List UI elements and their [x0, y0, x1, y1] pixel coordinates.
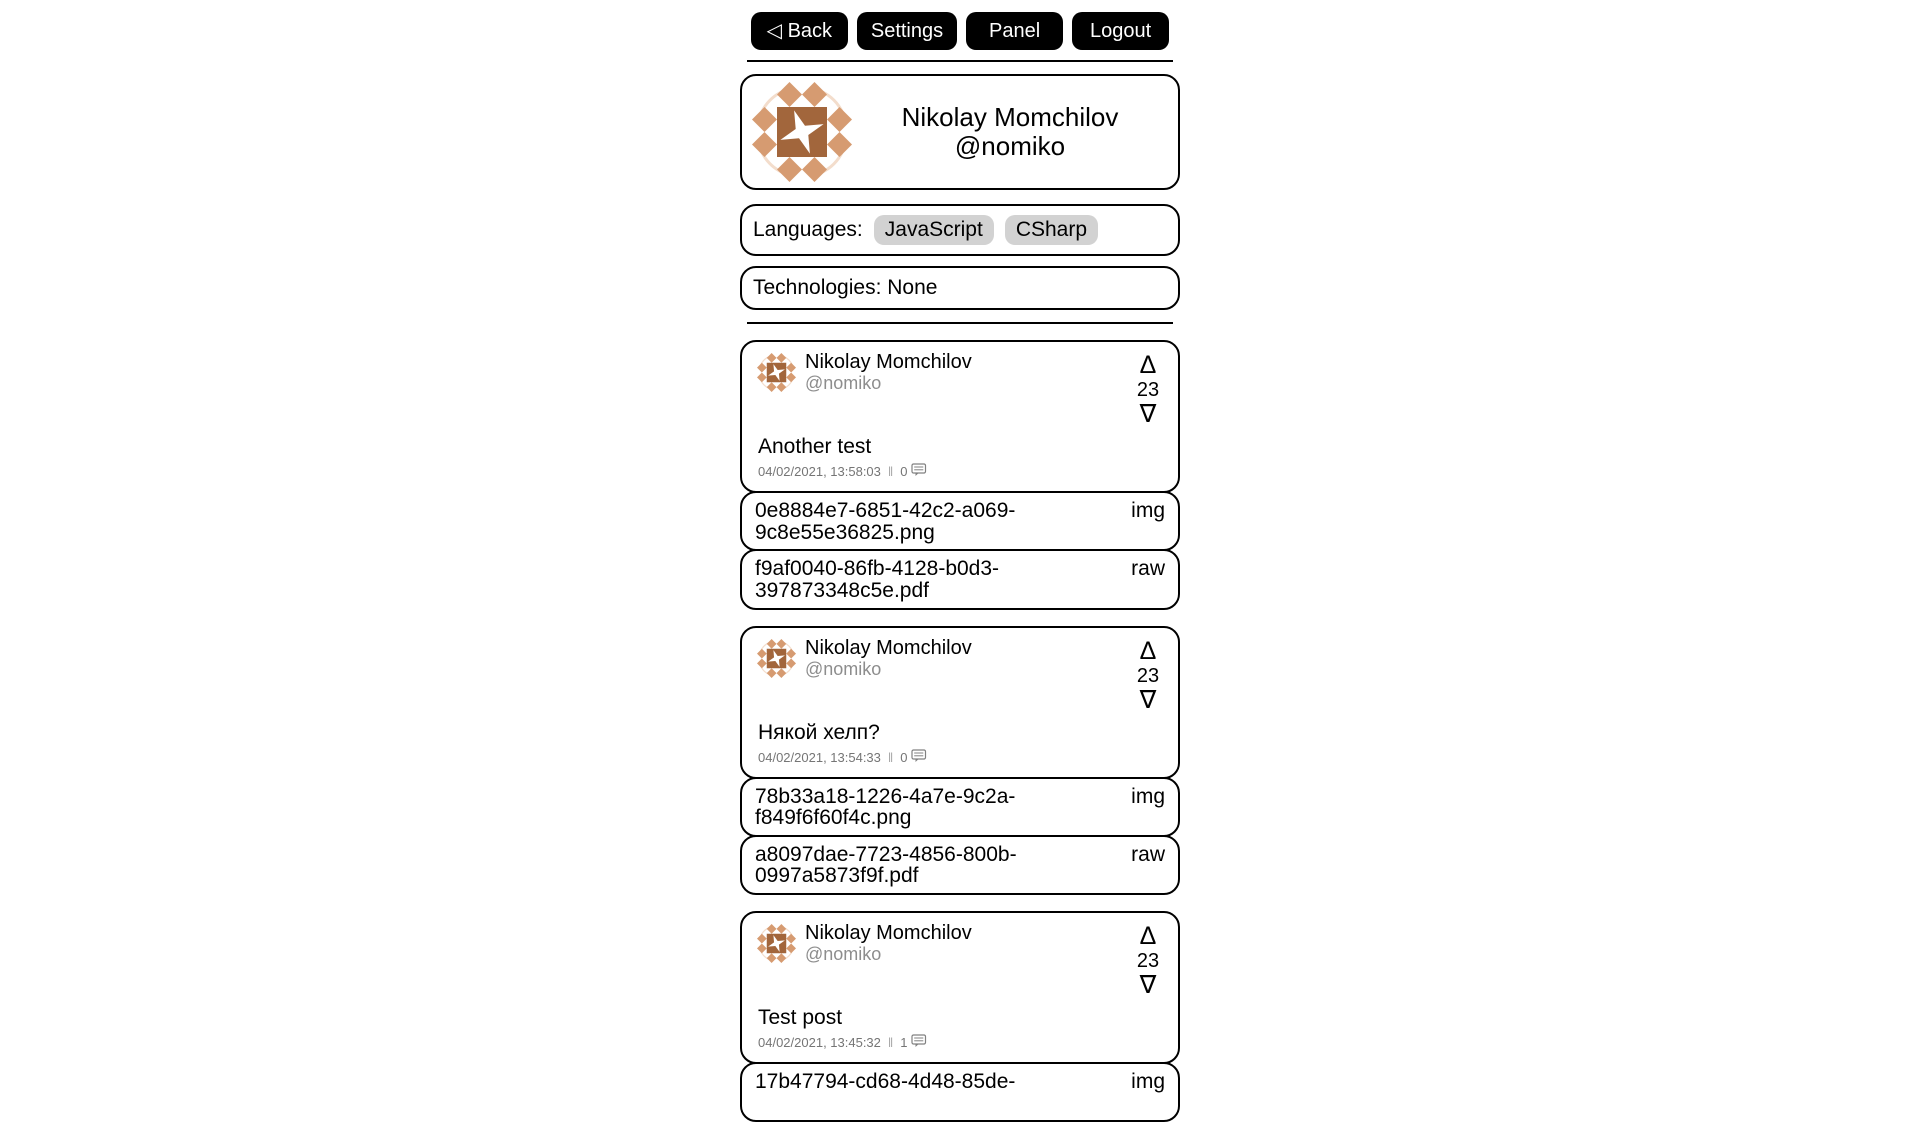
post-meta	[758, 749, 1166, 766]
upvote-button[interactable]: Δ	[1139, 922, 1157, 950]
comment-icon-slot	[911, 1034, 927, 1051]
attachment-name-line: f849f6f60f4c.png	[755, 806, 912, 830]
vote-column	[1130, 922, 1166, 998]
profile-name: Nikolay Momchilov	[901, 102, 1119, 133]
attachment-name	[755, 786, 1123, 829]
vote-column	[1130, 637, 1166, 713]
profile-avatar	[752, 82, 852, 182]
post-avatar	[757, 639, 796, 678]
post-title: Another test	[758, 435, 872, 458]
upvote-button[interactable]: Δ	[1139, 351, 1157, 379]
technologies-label: Technologies: None	[753, 276, 938, 299]
language-badge: JavaScript	[874, 215, 994, 245]
post-group	[740, 911, 1180, 1122]
attachment-type-label: raw	[1131, 557, 1165, 581]
post-card[interactable]	[740, 626, 1180, 779]
comment-count-group	[900, 1034, 926, 1051]
back-button[interactable]	[751, 12, 848, 50]
profile-card	[740, 74, 1180, 190]
attachment-name-line: 17b47794-cd68-4d48-85de-	[755, 1070, 1016, 1093]
post-group	[740, 626, 1180, 896]
downvote-button[interactable]: ∇	[1139, 685, 1157, 714]
post-title: Някой хелп?	[758, 720, 880, 744]
attachment-name-line: 78b33a18-1226-4a7e-9c2a-	[755, 784, 1016, 808]
post-card[interactable]	[740, 911, 1180, 1064]
vote-count: 23	[1136, 664, 1160, 687]
post-card[interactable]	[740, 340, 1180, 493]
post-handle: @nomiko	[805, 658, 882, 679]
post-header	[754, 351, 1166, 427]
comment-count-group	[900, 749, 926, 766]
attachment-row[interactable]	[740, 835, 1180, 895]
back-label: Back	[787, 20, 833, 42]
identicon-avatar	[752, 82, 852, 182]
post-meta	[758, 463, 1166, 480]
post-title: Test post	[758, 1006, 843, 1029]
post-meta	[758, 1034, 1166, 1051]
attachment-name-line: a8097dae-7723-4856-800b-	[755, 842, 1017, 866]
attachment-row[interactable]	[740, 1062, 1180, 1122]
vote-count: 23	[1136, 950, 1160, 972]
identicon-avatar	[757, 353, 796, 392]
language-badge: CSharp	[1005, 215, 1098, 245]
attachment-name-line: 397873348c5e.pdf	[755, 578, 929, 602]
post-header	[754, 922, 1166, 998]
attachment-row[interactable]	[740, 491, 1180, 551]
vote-column	[1130, 351, 1166, 427]
attachment-name	[755, 1071, 1123, 1093]
comment-count-group	[900, 463, 926, 480]
profile-handle: @nomiko	[954, 131, 1066, 161]
comment-icon-slot	[911, 749, 927, 766]
attachment-name-line: 9c8e55e36825.png	[755, 520, 935, 544]
upvote-button[interactable]: Δ	[1139, 636, 1157, 665]
post-timestamp: 04/02/2021, 13:54:33	[758, 749, 881, 765]
top-nav	[740, 0, 1180, 50]
post-handle: @nomiko	[805, 373, 882, 393]
attachment-name-line: f9af0040-86fb-4128-b0d3-	[755, 557, 1000, 581]
back-icon: ◁	[766, 20, 783, 42]
attachment-type-label: img	[1131, 1070, 1165, 1093]
comment-count: 0	[900, 464, 908, 479]
attachment-row[interactable]	[740, 777, 1180, 837]
meta-separator: ‖	[887, 1035, 894, 1050]
post-names	[805, 922, 1130, 964]
attachment-name-line: 0e8884e7-6851-42c2-a069-	[755, 499, 1016, 522]
identicon-avatar	[757, 639, 796, 678]
post-names	[805, 637, 1130, 679]
attachment-row[interactable]	[740, 549, 1180, 609]
technologies-card	[740, 266, 1180, 310]
downvote-button[interactable]: ∇	[1139, 971, 1157, 999]
attachment-type-label: img	[1131, 784, 1165, 808]
comment-icon	[911, 463, 927, 477]
attachment-type-label: img	[1131, 499, 1165, 522]
comment-count: 0	[900, 749, 908, 765]
logout-button[interactable]: Logout	[1072, 12, 1169, 50]
post-names	[805, 351, 1130, 393]
settings-button[interactable]: Settings	[857, 12, 957, 50]
comment-icon-slot	[911, 463, 927, 480]
downvote-button[interactable]: ∇	[1139, 400, 1157, 428]
post-header	[754, 637, 1166, 713]
languages-card	[740, 204, 1180, 256]
comment-icon	[911, 1034, 927, 1048]
post-group	[740, 340, 1180, 610]
section-divider	[747, 322, 1173, 324]
post-author: Nikolay Momchilov	[805, 922, 972, 944]
vote-count: 23	[1136, 379, 1160, 401]
top-divider	[747, 60, 1173, 62]
post-timestamp: 04/02/2021, 13:58:03	[758, 464, 881, 479]
post-author: Nikolay Momchilov	[805, 351, 972, 373]
comment-count: 1	[900, 1035, 908, 1050]
profile-page	[740, 0, 1180, 1122]
post-avatar	[757, 924, 796, 963]
attachment-name	[755, 558, 1123, 601]
attachment-name-line: 0997a5873f9f.pdf	[755, 864, 919, 888]
attachment-type-label: raw	[1131, 842, 1165, 866]
identicon-avatar	[757, 924, 796, 963]
comment-icon	[911, 749, 927, 763]
panel-button[interactable]: Panel	[966, 12, 1063, 50]
attachment-name	[755, 844, 1123, 887]
post-timestamp: 04/02/2021, 13:45:32	[758, 1035, 881, 1050]
attachment-name	[755, 500, 1123, 543]
languages-label: Languages:	[753, 218, 863, 241]
meta-separator: ‖	[887, 464, 894, 479]
profile-names	[852, 103, 1168, 160]
post-handle: @nomiko	[805, 944, 882, 964]
meta-separator: ‖	[887, 749, 894, 765]
post-avatar	[757, 353, 796, 392]
post-author: Nikolay Momchilov	[805, 636, 972, 659]
